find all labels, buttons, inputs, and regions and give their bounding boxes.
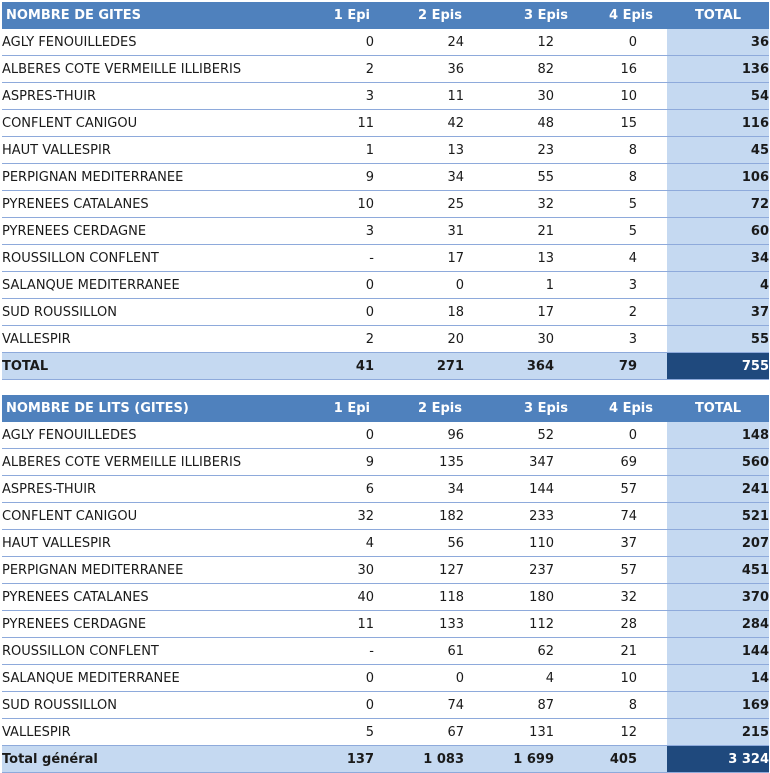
epis3-cell: 180 [484,584,584,611]
table-row [2,56,769,83]
epis2-cell: 17 [384,245,484,272]
lits-table [2,395,769,773]
name-cell: SUD ROUSSILLON [2,299,264,326]
total-cell: 3 324 [667,746,769,773]
epis4-cell: 32 [584,584,667,611]
epi1-cell: 3 [264,218,384,245]
epis2-cell: 42 [384,110,484,137]
epis2-cell: 127 [384,557,484,584]
table-row [2,449,769,476]
epis2-cell: 31 [384,218,484,245]
epi1-cell: 0 [264,299,384,326]
total-cell: 284 [667,611,769,638]
epis4-cell: 0 [584,422,667,449]
epis4-cell: 16 [584,56,667,83]
table-header-row [2,395,769,422]
total-cell: 37 [667,299,769,326]
column-header-total: TOTAL [667,395,769,422]
total-cell: 451 [667,557,769,584]
epis4-cell: 21 [584,638,667,665]
total-cell: 116 [667,110,769,137]
name-cell: PYRENEES CATALANES [2,584,264,611]
epis4-cell: 10 [584,665,667,692]
epis2-cell: 271 [384,353,484,380]
column-header-1-epi: 1 Epi [264,2,384,29]
table-row [2,299,769,326]
total-cell: 148 [667,422,769,449]
epi1-cell: 11 [264,611,384,638]
table-row [2,530,769,557]
total-row [2,353,769,380]
table-row [2,638,769,665]
epis4-cell: 74 [584,503,667,530]
epis2-cell: 20 [384,326,484,353]
table-row [2,29,769,56]
total-cell: 72 [667,191,769,218]
total-cell: 36 [667,29,769,56]
column-header-total: TOTAL [667,2,769,29]
epis2-cell: 118 [384,584,484,611]
total-cell: 370 [667,584,769,611]
epis4-cell: 37 [584,530,667,557]
epis3-cell: 233 [484,503,584,530]
epis4-cell: 8 [584,692,667,719]
epis3-cell: 32 [484,191,584,218]
epi1-cell: 1 [264,137,384,164]
epis2-cell: 74 [384,692,484,719]
epi1-cell: 4 [264,530,384,557]
total-cell: 60 [667,218,769,245]
epis3-cell: 112 [484,611,584,638]
epis4-cell: 0 [584,29,667,56]
epis2-cell: 34 [384,476,484,503]
epi1-cell: 2 [264,326,384,353]
epis3-cell: 30 [484,83,584,110]
gites-table [2,2,769,380]
epi1-cell: 3 [264,83,384,110]
epi1-cell: 30 [264,557,384,584]
epis3-cell: 62 [484,638,584,665]
epis4-cell: 8 [584,137,667,164]
column-header-name: NOMBRE DE LITS (GITES) [2,395,264,422]
epis4-cell: 10 [584,83,667,110]
epis3-cell: 55 [484,164,584,191]
epis3-cell: 21 [484,218,584,245]
epi1-cell: 137 [264,746,384,773]
epis3-cell: 237 [484,557,584,584]
epis3-cell: 1 699 [484,746,584,773]
total-cell: 144 [667,638,769,665]
name-cell: SUD ROUSSILLON [2,692,264,719]
table-row [2,719,769,746]
total-cell: 521 [667,503,769,530]
epis2-cell: 61 [384,638,484,665]
total-cell: 54 [667,83,769,110]
column-header-3-epis: 3 Epis [484,395,584,422]
epi1-cell: 0 [264,422,384,449]
epis2-cell: 56 [384,530,484,557]
name-cell: AGLY FENOUILLEDES [2,29,264,56]
epis2-cell: 25 [384,191,484,218]
epis3-cell: 87 [484,692,584,719]
epis2-cell: 0 [384,272,484,299]
epis4-cell: 28 [584,611,667,638]
epis4-cell: 405 [584,746,667,773]
table-row [2,110,769,137]
name-cell: CONFLENT CANIGOU [2,110,264,137]
epi1-cell: 0 [264,29,384,56]
epis4-cell: 15 [584,110,667,137]
name-cell: ALBERES COTE VERMEILLE ILLIBERIS [2,449,264,476]
table-row [2,137,769,164]
table-row [2,584,769,611]
total-cell: 215 [667,719,769,746]
total-cell: 755 [667,353,769,380]
table-row [2,557,769,584]
epis2-cell: 67 [384,719,484,746]
epis2-cell: 182 [384,503,484,530]
total-cell: 55 [667,326,769,353]
total-cell: 169 [667,692,769,719]
epis2-cell: 1 083 [384,746,484,773]
epis2-cell: 11 [384,83,484,110]
epis2-cell: 133 [384,611,484,638]
total-cell: 241 [667,476,769,503]
table-row [2,272,769,299]
epis3-cell: 131 [484,719,584,746]
name-cell: ASPRES-THUIR [2,476,264,503]
epi1-cell: 10 [264,191,384,218]
epis3-cell: 82 [484,56,584,83]
name-cell: TOTAL [2,353,264,380]
column-header-4-epis: 4 Epis [584,2,667,29]
table-row [2,164,769,191]
epis3-cell: 347 [484,449,584,476]
column-header-2-epis: 2 Epis [384,395,484,422]
epi1-cell: 0 [264,665,384,692]
epis3-cell: 48 [484,110,584,137]
table-row [2,326,769,353]
epis3-cell: 30 [484,326,584,353]
epi1-cell: 11 [264,110,384,137]
table-row [2,218,769,245]
epis3-cell: 364 [484,353,584,380]
epis4-cell: 2 [584,299,667,326]
epis2-cell: 34 [384,164,484,191]
name-cell: ROUSSILLON CONFLENT [2,245,264,272]
epi1-cell: 9 [264,164,384,191]
epi1-cell: 41 [264,353,384,380]
name-cell: CONFLENT CANIGOU [2,503,264,530]
epis4-cell: 4 [584,245,667,272]
total-cell: 45 [667,137,769,164]
total-cell: 14 [667,665,769,692]
epis3-cell: 52 [484,422,584,449]
table-row [2,83,769,110]
epis4-cell: 12 [584,719,667,746]
name-cell: HAUT VALLESPIR [2,530,264,557]
epis4-cell: 5 [584,191,667,218]
epis3-cell: 13 [484,245,584,272]
name-cell: PYRENEES CERDAGNE [2,218,264,245]
epis2-cell: 18 [384,299,484,326]
total-cell: 34 [667,245,769,272]
epis4-cell: 8 [584,164,667,191]
name-cell: ROUSSILLON CONFLENT [2,638,264,665]
table-header-row [2,2,769,29]
name-cell: PYRENEES CATALANES [2,191,264,218]
epis2-cell: 24 [384,29,484,56]
epi1-cell: 0 [264,272,384,299]
epis4-cell: 79 [584,353,667,380]
name-cell: PERPIGNAN MEDITERRANEE [2,557,264,584]
name-cell: ASPRES-THUIR [2,83,264,110]
epis3-cell: 4 [484,665,584,692]
table-row [2,692,769,719]
name-cell: ALBERES COTE VERMEILLE ILLIBERIS [2,56,264,83]
table-row [2,245,769,272]
name-cell: VALLESPIR [2,719,264,746]
epi1-cell: - [264,638,384,665]
table-row [2,503,769,530]
total-row [2,746,769,773]
table-row [2,191,769,218]
column-header-1-epi: 1 Epi [264,395,384,422]
table-row [2,422,769,449]
epis4-cell: 69 [584,449,667,476]
column-header-2-epis: 2 Epis [384,2,484,29]
epis3-cell: 17 [484,299,584,326]
epis4-cell: 5 [584,218,667,245]
total-cell: 560 [667,449,769,476]
epis4-cell: 3 [584,326,667,353]
total-cell: 207 [667,530,769,557]
epis2-cell: 36 [384,56,484,83]
epis2-cell: 13 [384,137,484,164]
epis4-cell: 57 [584,476,667,503]
epi1-cell: 0 [264,692,384,719]
epi1-cell: 32 [264,503,384,530]
name-cell: AGLY FENOUILLEDES [2,422,264,449]
epis2-cell: 135 [384,449,484,476]
epi1-cell: 5 [264,719,384,746]
total-cell: 4 [667,272,769,299]
epis4-cell: 57 [584,557,667,584]
total-cell: 106 [667,164,769,191]
name-cell: HAUT VALLESPIR [2,137,264,164]
name-cell: VALLESPIR [2,326,264,353]
total-cell: 136 [667,56,769,83]
name-cell: SALANQUE MEDITERRANEE [2,272,264,299]
epi1-cell: 2 [264,56,384,83]
epis4-cell: 3 [584,272,667,299]
column-header-name: NOMBRE DE GITES [2,2,264,29]
epis2-cell: 0 [384,665,484,692]
epis3-cell: 144 [484,476,584,503]
epis3-cell: 1 [484,272,584,299]
name-cell: PERPIGNAN MEDITERRANEE [2,164,264,191]
epi1-cell: 9 [264,449,384,476]
epi1-cell: - [264,245,384,272]
table-row [2,476,769,503]
epis3-cell: 110 [484,530,584,557]
name-cell: PYRENEES CERDAGNE [2,611,264,638]
epis3-cell: 12 [484,29,584,56]
name-cell: SALANQUE MEDITERRANEE [2,665,264,692]
epi1-cell: 6 [264,476,384,503]
epis3-cell: 23 [484,137,584,164]
epis2-cell: 96 [384,422,484,449]
table-row [2,611,769,638]
table-row [2,665,769,692]
epi1-cell: 40 [264,584,384,611]
column-header-3-epis: 3 Epis [484,2,584,29]
name-cell: Total général [2,746,264,773]
column-header-4-epis: 4 Epis [584,395,667,422]
